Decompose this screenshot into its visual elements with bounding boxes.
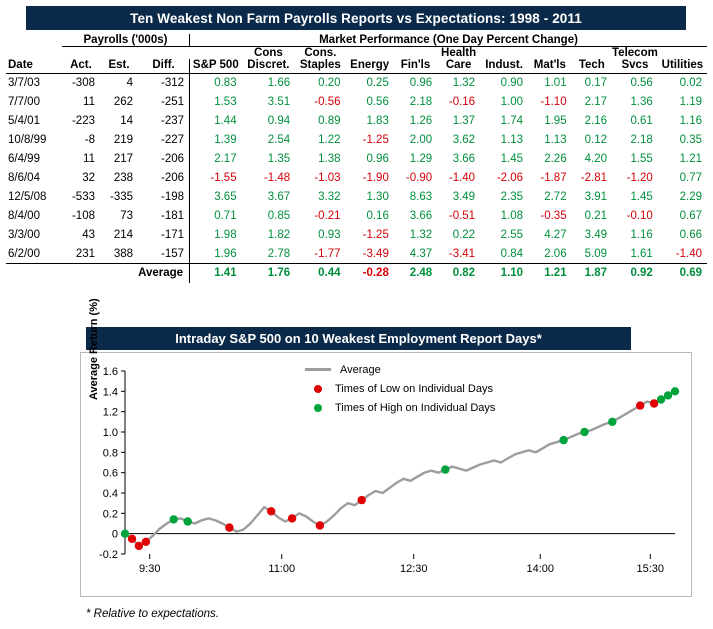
cell-perf: 2.00 xyxy=(409,134,433,146)
cell-perf: 4.27 xyxy=(544,229,567,241)
cell-perf: 4.20 xyxy=(584,153,608,165)
low-marker xyxy=(225,523,233,531)
table-row xyxy=(6,226,707,245)
cell-perf: 2.17 xyxy=(190,150,242,169)
cell-date: 6/2/00 xyxy=(8,247,40,260)
legend-item-lows xyxy=(305,379,495,398)
cell-est: 262 xyxy=(113,96,134,108)
cell-diff: -227 xyxy=(161,134,185,146)
cell-perf: 0.35 xyxy=(679,134,702,146)
cell-date: 3/3/00 xyxy=(8,229,40,241)
cell-perf: 3.51 xyxy=(267,96,291,108)
low-marker xyxy=(128,535,136,543)
cell-perf: 0.77 xyxy=(679,172,702,184)
legend-label: Times of High on Individual Days xyxy=(335,401,496,414)
col-head-care: Care xyxy=(445,59,472,71)
cell-perf: 1.83 xyxy=(366,115,389,127)
cell-perf: 0.25 xyxy=(366,77,389,90)
cell-perf: 1.66 xyxy=(267,77,291,90)
cell-est: 238 xyxy=(113,172,134,184)
cell-perf: 2.17 xyxy=(584,96,608,108)
table-body xyxy=(6,74,707,283)
cell-act: 11 xyxy=(83,153,95,165)
cell-diff: -312 xyxy=(161,77,185,90)
cell-perf: 2.18 xyxy=(409,96,433,108)
chart-y-axis-label: Average Return (%) xyxy=(88,298,100,400)
cell-perf: 0.21 xyxy=(584,210,608,222)
group-header-market-performance: Market Performance (One Day Percent Change) xyxy=(190,34,707,47)
col-head-date: Date xyxy=(8,59,33,71)
green-dot-icon xyxy=(314,404,322,412)
cell-act: 43 xyxy=(82,229,95,241)
cell-est: 219 xyxy=(113,134,134,146)
col-head-indust: Indust. xyxy=(485,59,523,71)
y-tick-label: -0.2 xyxy=(99,549,118,561)
cell-perf: 1.22 xyxy=(318,134,341,146)
col-head-act: Act. xyxy=(70,59,92,71)
cell-perf: -3.41 xyxy=(448,247,476,260)
cell-perf: -1.40 xyxy=(448,172,476,184)
cell-perf: 1.32 xyxy=(452,77,476,90)
cell-perf: -1.20 xyxy=(626,172,653,184)
low-marker xyxy=(358,496,366,504)
cell-perf: 1.35 xyxy=(267,153,291,165)
table-row xyxy=(6,93,707,112)
cell-average: 1.41 xyxy=(190,264,242,283)
cell-perf: 1.53 xyxy=(190,93,242,112)
cell-perf: 0.20 xyxy=(318,77,341,90)
cell-perf: 1.16 xyxy=(630,229,653,241)
cell-perf: 1.36 xyxy=(630,96,653,108)
cell-perf: -1.55 xyxy=(190,169,242,188)
cell-perf: -1.40 xyxy=(675,247,702,260)
col-head-diff: Diff. xyxy=(152,59,175,71)
cell-perf: 3.49 xyxy=(452,191,476,203)
cell-date: 7/7/00 xyxy=(8,96,40,108)
group-header-cons-staples: Cons. xyxy=(304,47,337,59)
average-label: Average xyxy=(138,264,189,283)
cell-perf: 1.96 xyxy=(190,245,242,264)
cell-perf: 0.67 xyxy=(679,210,702,222)
table-row xyxy=(6,169,707,188)
cell-perf: 2.78 xyxy=(267,247,291,260)
cell-date: 6/4/99 xyxy=(8,153,40,165)
cell-average: 1.76 xyxy=(242,264,296,283)
cell-perf: 1.39 xyxy=(190,131,242,150)
cell-act: -108 xyxy=(71,210,95,222)
cell-diff: -237 xyxy=(161,115,185,127)
cell-perf: 1.26 xyxy=(409,115,433,127)
table-row xyxy=(6,150,707,169)
cell-perf: 1.21 xyxy=(679,153,702,165)
cell-diff: -157 xyxy=(161,247,185,260)
cell-perf: -0.35 xyxy=(540,210,567,222)
cell-perf: 1.74 xyxy=(500,115,524,127)
cell-perf: 3.91 xyxy=(584,191,608,203)
cell-perf: 0.93 xyxy=(318,229,341,241)
table-row xyxy=(6,74,707,93)
cell-act: 11 xyxy=(83,96,95,108)
cell-perf: 1.19 xyxy=(679,96,702,108)
cell-diff: -251 xyxy=(161,96,185,108)
high-marker xyxy=(664,391,672,399)
cell-perf: 2.55 xyxy=(500,229,524,241)
cell-perf: 2.06 xyxy=(544,247,567,260)
low-marker xyxy=(142,538,150,546)
high-marker xyxy=(170,515,178,523)
cell-date: 8/4/00 xyxy=(8,210,40,222)
cell-perf: 4.37 xyxy=(409,247,433,260)
cell-perf: 1.37 xyxy=(452,115,476,127)
cell-perf: 2.29 xyxy=(679,191,702,203)
col-head-tech: Tech xyxy=(578,59,605,71)
cell-perf: -2.06 xyxy=(496,172,524,184)
cell-est: 14 xyxy=(120,115,134,127)
high-marker xyxy=(441,465,449,473)
cell-perf: -3.49 xyxy=(362,247,389,260)
cell-perf: 3.67 xyxy=(267,191,291,203)
low-marker xyxy=(267,507,275,515)
cell-perf: -0.21 xyxy=(314,210,341,222)
cell-perf: 0.83 xyxy=(190,74,242,93)
cell-perf: 8.63 xyxy=(409,191,433,203)
cell-act: 231 xyxy=(75,247,95,260)
cell-date: 3/7/03 xyxy=(8,77,40,90)
cell-average: 0.92 xyxy=(612,264,658,283)
cell-average: 0.69 xyxy=(658,264,707,283)
table-row xyxy=(6,207,707,226)
y-tick-label: 0.4 xyxy=(102,488,118,500)
cell-perf: -1.25 xyxy=(362,134,389,146)
cell-est: 388 xyxy=(113,247,134,260)
cell-perf: 3.62 xyxy=(452,134,476,146)
chart-title: Intraday S&P 500 on 10 Weakest Employment Report Days* xyxy=(86,327,631,350)
y-tick-label: 0 xyxy=(111,528,118,541)
cell-perf: 2.54 xyxy=(267,134,291,146)
cell-perf: 1.95 xyxy=(544,115,567,127)
col-head-est: Est. xyxy=(108,59,130,71)
high-marker xyxy=(608,418,616,426)
cell-perf: -1.25 xyxy=(362,229,389,241)
cell-perf: -1.87 xyxy=(540,172,567,184)
cell-perf: 1.32 xyxy=(409,229,433,241)
x-tick-label: 11:00 xyxy=(268,563,296,575)
legend-item-average xyxy=(305,360,495,379)
cell-act: -223 xyxy=(71,115,95,127)
cell-perf: 0.96 xyxy=(409,77,433,90)
cell-perf: 1.45 xyxy=(630,191,653,203)
cell-perf: 1.08 xyxy=(500,210,524,222)
table-row xyxy=(6,112,707,131)
cell-perf: 3.66 xyxy=(452,153,476,165)
cell-perf: -2.81 xyxy=(580,172,608,184)
cell-diff: -198 xyxy=(161,191,185,203)
cell-perf: 0.02 xyxy=(679,77,702,90)
group-header-telecom: Telecom xyxy=(612,47,658,59)
low-marker xyxy=(636,401,644,409)
cell-perf: 0.22 xyxy=(452,229,476,241)
x-tick-label: 14:00 xyxy=(526,563,555,575)
cell-diff: -206 xyxy=(161,153,185,165)
cell-perf: -0.16 xyxy=(448,96,476,108)
low-marker xyxy=(316,521,324,529)
y-tick-label: 0.6 xyxy=(102,467,118,480)
chart-legend xyxy=(305,360,495,417)
chart-footnote: * Relative to expectations. xyxy=(86,608,219,620)
cell-average: 1.10 xyxy=(480,264,528,283)
cell-diff: -171 xyxy=(161,229,185,241)
cell-perf: 1.55 xyxy=(630,153,653,165)
cell-average: 1.21 xyxy=(528,264,572,283)
cell-est: 214 xyxy=(113,229,134,241)
cell-perf: 0.94 xyxy=(267,115,291,127)
cell-perf: 1.30 xyxy=(366,191,389,203)
cell-perf: 2.26 xyxy=(544,153,567,165)
table-row xyxy=(6,131,707,150)
cell-perf: 1.82 xyxy=(267,229,291,241)
cell-perf: 1.44 xyxy=(190,112,242,131)
cell-est: 73 xyxy=(120,210,134,222)
cell-date: 8/6/04 xyxy=(8,172,40,184)
cell-act: -533 xyxy=(71,191,95,203)
high-marker xyxy=(121,530,129,538)
cell-perf: 0.16 xyxy=(366,210,389,222)
cell-perf: 0.96 xyxy=(366,153,389,165)
cell-perf: 0.71 xyxy=(190,207,242,226)
cell-date: 12/5/08 xyxy=(8,191,47,203)
cell-diff: -206 xyxy=(161,172,185,184)
cell-perf: 2.35 xyxy=(500,191,524,203)
group-header-payrolls: Payrolls ('000s) xyxy=(62,34,190,47)
x-tick-label: 15:30 xyxy=(636,563,665,575)
line-swatch-icon xyxy=(305,368,331,371)
cell-average: 0.82 xyxy=(437,264,480,283)
cell-perf: 0.66 xyxy=(679,229,702,241)
cell-perf: 0.12 xyxy=(584,134,608,146)
cell-perf: 0.56 xyxy=(366,96,389,108)
cell-average: 2.48 xyxy=(394,264,437,283)
cell-perf: 2.16 xyxy=(584,115,608,127)
cell-perf: 0.17 xyxy=(584,77,608,90)
cell-diff: -181 xyxy=(161,210,185,222)
cell-perf: 0.56 xyxy=(630,77,653,90)
cell-act: -8 xyxy=(84,134,95,146)
legend-item-highs xyxy=(305,398,495,417)
cell-date: 10/8/99 xyxy=(8,134,47,146)
legend-label: Times of Low on Individual Days xyxy=(335,382,493,395)
y-tick-label: 1.4 xyxy=(102,386,118,399)
y-tick-label: 1.2 xyxy=(102,406,118,419)
cell-perf: 1.13 xyxy=(544,134,567,146)
cell-perf: 0.90 xyxy=(500,77,524,90)
high-marker xyxy=(671,387,679,395)
col-head-energy: Energy xyxy=(350,59,390,71)
cell-perf: 5.09 xyxy=(584,247,608,260)
table-row xyxy=(6,245,707,264)
cell-perf: 1.13 xyxy=(500,134,524,146)
cell-perf: 2.18 xyxy=(630,134,653,146)
table-average-row xyxy=(6,264,707,283)
cell-perf: 3.65 xyxy=(190,188,242,207)
cell-perf: 3.32 xyxy=(318,191,341,203)
cell-perf: -1.48 xyxy=(263,172,291,184)
cell-perf: 1.16 xyxy=(679,115,702,127)
cell-average: -0.28 xyxy=(346,264,394,283)
y-tick-label: 0.2 xyxy=(102,508,118,521)
cell-perf: 1.38 xyxy=(318,153,341,165)
col-head-finls: Fin'ls xyxy=(400,59,431,71)
high-marker xyxy=(559,436,567,444)
cell-perf: 0.84 xyxy=(500,247,524,260)
cell-perf: -1.03 xyxy=(314,172,341,184)
x-tick-label: 12:30 xyxy=(399,563,428,575)
cell-perf: -1.77 xyxy=(314,247,341,260)
col-head-discret: Discret. xyxy=(247,59,290,71)
payrolls-table xyxy=(6,34,707,283)
cell-perf: -1.10 xyxy=(540,96,567,108)
cell-perf: 2.72 xyxy=(544,191,567,203)
cell-est: 217 xyxy=(113,153,134,165)
cell-est: 4 xyxy=(126,77,134,90)
cell-perf: 1.01 xyxy=(544,77,567,90)
low-marker xyxy=(288,514,296,522)
y-tick-label: 1.0 xyxy=(102,427,118,439)
cell-perf: 1.45 xyxy=(500,153,524,165)
cell-perf: 0.85 xyxy=(267,210,291,222)
cell-act: 32 xyxy=(82,172,95,184)
red-dot-icon xyxy=(314,385,322,393)
cell-act: -308 xyxy=(71,77,95,90)
cell-est: -335 xyxy=(110,191,134,203)
cell-perf: 1.00 xyxy=(500,96,524,108)
cell-average: 1.87 xyxy=(572,264,612,283)
cell-perf: 3.66 xyxy=(409,210,433,222)
cell-perf: 1.98 xyxy=(190,226,242,245)
cell-perf: 0.61 xyxy=(630,115,653,127)
cell-perf: -0.10 xyxy=(626,210,653,222)
legend-label: Average xyxy=(340,363,381,376)
high-marker xyxy=(184,517,192,525)
low-marker xyxy=(135,542,143,550)
high-marker xyxy=(580,428,588,436)
cell-perf: 3.49 xyxy=(584,229,608,241)
cell-average: 0.44 xyxy=(295,264,345,283)
col-head-sp500: S&P 500 xyxy=(190,59,242,74)
col-head-staples: Staples xyxy=(299,59,341,71)
table-row xyxy=(6,188,707,207)
cell-perf: -0.51 xyxy=(448,210,476,222)
cell-perf: 1.29 xyxy=(409,153,433,165)
group-header-health: Health xyxy=(441,47,477,59)
cell-perf: -0.56 xyxy=(314,96,341,108)
group-header-cons-discret: Cons xyxy=(254,47,283,59)
y-tick-label: 1.6 xyxy=(102,366,118,378)
cell-perf: -0.90 xyxy=(405,172,433,184)
cell-perf: 1.61 xyxy=(630,247,653,260)
page-title: Ten Weakest Non Farm Payrolls Reports vs Expectations: 1998 - 2011 xyxy=(26,6,686,30)
x-tick-label: 9:30 xyxy=(139,563,161,575)
y-tick-label: 0.8 xyxy=(102,447,118,460)
col-head-matls: Mat'ls xyxy=(533,59,566,71)
col-head-svcs: Svcs xyxy=(621,59,649,71)
cell-perf: 0.89 xyxy=(318,115,341,127)
cell-perf: -1.90 xyxy=(362,172,389,184)
cell-date: 5/4/01 xyxy=(8,115,40,127)
col-head-utilities: Utilities xyxy=(661,59,704,71)
